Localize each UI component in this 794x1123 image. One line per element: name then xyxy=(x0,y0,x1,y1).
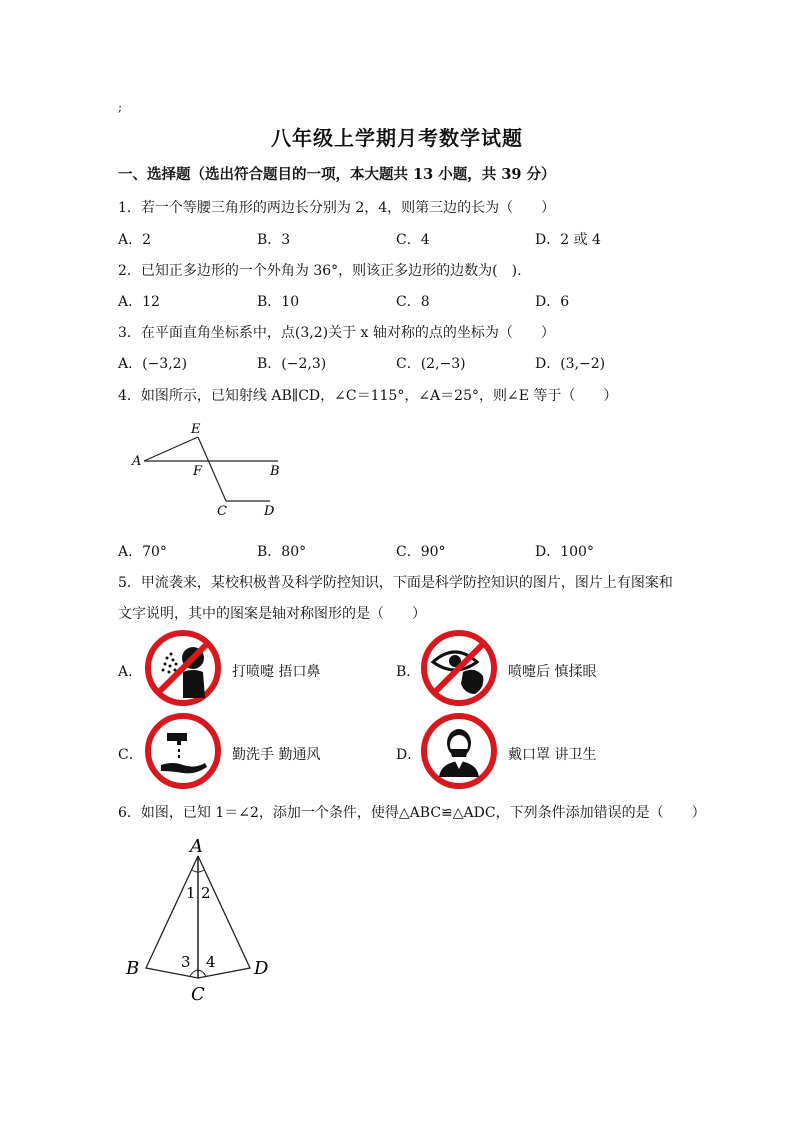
angle-2: 2 xyxy=(201,884,211,902)
q4-option-a[interactable]: A．70° xyxy=(118,544,167,560)
q3-option-a[interactable]: A．(−3,2) xyxy=(118,356,188,372)
question-1-stem: 1．若一个等腰三角形的两边长分别为 2，4，则第三边的长为（ ） xyxy=(118,200,556,216)
q5-option-b-caption: 喷嚏后 慎揉眼 xyxy=(508,664,597,680)
q6-figure xyxy=(118,830,288,1010)
q2-option-b[interactable]: B．10 xyxy=(257,294,300,310)
q4-figure xyxy=(118,415,318,525)
section-heading: 一、选择题（选出符合题目的一项，本大题共 13 小题，共 39 分） xyxy=(118,166,556,183)
question-3-stem: 3．在平面直角坐标系中，点(3,2)关于 x 轴对称的点的坐标为（ ） xyxy=(118,325,555,341)
q5-option-c-letter[interactable]: C． xyxy=(118,747,143,763)
q5-option-a-letter[interactable]: A． xyxy=(118,664,143,680)
q3-option-d[interactable]: D．(3,−2) xyxy=(535,356,606,372)
q5-option-d-letter[interactable]: D． xyxy=(396,747,422,763)
label-a: A xyxy=(190,836,203,857)
q5-option-b-letter[interactable]: B． xyxy=(396,664,421,680)
header-mark: ; xyxy=(118,100,123,114)
wash-hands-icon xyxy=(143,711,223,791)
label-c: C xyxy=(191,984,205,1005)
label-e: E xyxy=(191,422,201,437)
q1-option-a[interactable]: A．2 xyxy=(118,232,152,248)
q3-option-c[interactable]: C．(2,−3) xyxy=(396,356,466,372)
question-4-stem: 4．如图所示，已知射线 AB∥CD，∠C＝115°，∠A＝25°，则∠E 等于（ ） xyxy=(118,388,618,404)
sneeze-icon xyxy=(143,628,223,708)
question-6-stem: 6．如图，已知 1＝∠2，添加一个条件，使得△ABC≌△ADC，下列条件添加错误的是（ ） xyxy=(118,805,706,821)
q4-option-b[interactable]: B．80° xyxy=(257,544,307,560)
q3-option-b[interactable]: B．(−2,3) xyxy=(257,356,327,372)
page-title: 八年级上学期月考数学试题 xyxy=(271,126,523,150)
label-a: A xyxy=(132,454,142,469)
label-d: D xyxy=(254,958,269,979)
angle-1: 1 xyxy=(186,884,196,902)
question-5-stem-line1: 5．甲流袭来，某校积极普及科学防控知识，下面是科学防控知识的图片，图片上有图案和 xyxy=(118,575,673,591)
q4-option-d[interactable]: D．100° xyxy=(535,544,594,560)
segment-ae xyxy=(144,437,198,461)
q5-option-a-caption: 打喷嚏 捂口鼻 xyxy=(232,664,321,680)
angle-3: 3 xyxy=(181,953,191,971)
q1-option-b[interactable]: B．3 xyxy=(257,232,291,248)
q1-option-c[interactable]: C．4 xyxy=(396,232,430,248)
q4-option-c[interactable]: C．90° xyxy=(396,544,446,560)
rub-eye-icon xyxy=(419,628,499,708)
wear-mask-icon xyxy=(419,711,499,791)
q5-option-d-caption: 戴口罩 讲卫生 xyxy=(508,747,597,763)
segment-ec xyxy=(198,437,226,501)
label-b: B xyxy=(270,464,280,479)
q2-option-c[interactable]: C．8 xyxy=(396,294,430,310)
label-c: C xyxy=(217,504,227,519)
question-5-stem-line2: 文字说明，其中的图案是轴对称图形的是（ ） xyxy=(118,606,426,622)
label-d: D xyxy=(264,504,275,519)
label-f: F xyxy=(193,464,203,479)
q2-option-d[interactable]: D．6 xyxy=(535,294,570,310)
label-b: B xyxy=(126,958,140,979)
angle-4: 4 xyxy=(206,953,216,971)
q2-option-a[interactable]: A．12 xyxy=(118,294,160,310)
question-2-stem: 2．已知正多边形的一个外角为 36°，则该正多边形的边数为( ). xyxy=(118,263,522,279)
q5-option-c-caption: 勤洗手 勤通风 xyxy=(232,747,321,763)
q1-option-d[interactable]: D．2 或 4 xyxy=(535,232,601,248)
